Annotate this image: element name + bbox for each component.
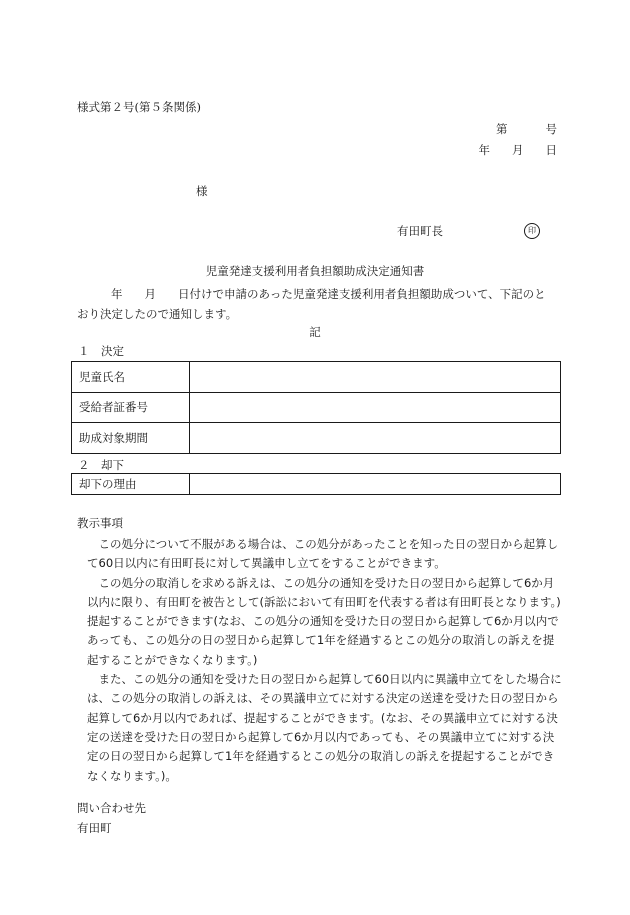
table-label-subsidy-period: 助成対象期間 xyxy=(72,423,190,454)
date-year: 年 xyxy=(478,143,490,157)
table-row xyxy=(72,362,561,393)
notice-paragraph: この処分の取消しを求める訴えは、この処分の通知を受けた日の翌日から起算して6か月以内に限り、有田町を被告として(訴訟において有田町を代表する者は有田町長となります。)提起することができます(なお、この処分の通知を受けた日の翌日から起算して6か月以内であっても、この処分の日の翌日から起算して1年を経過するとこの処分の取消しの訴えを提起することができなくなります。) xyxy=(87,575,561,667)
table-label-certificate-number: 受給者証番号 xyxy=(72,392,190,423)
table-label-child-name: 児童氏名 xyxy=(72,362,190,393)
intro-month: 月 xyxy=(144,287,156,301)
table-value-rejection-reason xyxy=(190,474,561,495)
recipient-suffix: 様 xyxy=(196,184,208,198)
notice-paragraph: また、この処分の通知を受けた日の翌日から起算して60日以内に異議申立てをした場合には、この処分の取消しの訴えは、その異議申立てに対する決定の送達を受けた日の翌日から起算して6か月以内であれば、提起することができます。(なお、その異議申立てに対する決定の送達を受けた日の翌日から起算して6か月以内であっても、その異議申立てに対する決定の日の翌日から起算して1年を経過するとこの処分の取消しの訴えを提起することができなくなります。)。 xyxy=(87,672,562,783)
table-row xyxy=(72,474,561,495)
table-label-rejection-reason: 却下の理由 xyxy=(72,474,190,495)
intro-body: 日付けで申請のあった児童発達支援利用者負担額助成ついて、下記のとおり決定したので通知します。 xyxy=(77,287,546,321)
issue-date-line xyxy=(479,145,558,157)
section-rejection-heading: ２ 却下 xyxy=(78,458,124,472)
number-prefix: 第 xyxy=(496,122,508,136)
table-value-certificate-number xyxy=(190,392,561,423)
date-day: 日 xyxy=(545,143,557,157)
table-row xyxy=(72,392,561,423)
section-decision-heading: １ 決定 xyxy=(78,344,124,358)
issuer-name: 有田町長 xyxy=(397,224,443,238)
contact-org: 有田町 xyxy=(77,821,112,835)
contact-heading: 問い合わせ先 xyxy=(77,801,146,815)
seal-icon: 印 xyxy=(524,223,540,239)
date-month: 月 xyxy=(512,143,524,157)
notice-body xyxy=(77,535,563,786)
ki-heading: 記 xyxy=(309,325,321,339)
table-row xyxy=(72,423,561,454)
intro-year: 年 xyxy=(111,287,123,301)
rejection-table xyxy=(71,473,561,495)
document-number-line xyxy=(496,124,557,136)
notice-heading: 教示事項 xyxy=(77,516,123,530)
table-value-subsidy-period xyxy=(190,423,561,454)
document-title: 児童発達支援利用者負担額助成決定通知書 xyxy=(205,264,425,278)
table-value-child-name xyxy=(190,362,561,393)
decision-table xyxy=(71,361,561,454)
form-number: 様式第２号(第５条関係) xyxy=(77,100,201,114)
number-suffix: 号 xyxy=(545,122,557,136)
intro-text xyxy=(77,284,557,324)
notice-paragraph: この処分について不服がある場合は、この処分があったことを知った日の翌日から起算して60日以内に有田町長に対して異議申し立てをすることができます。 xyxy=(87,537,559,571)
